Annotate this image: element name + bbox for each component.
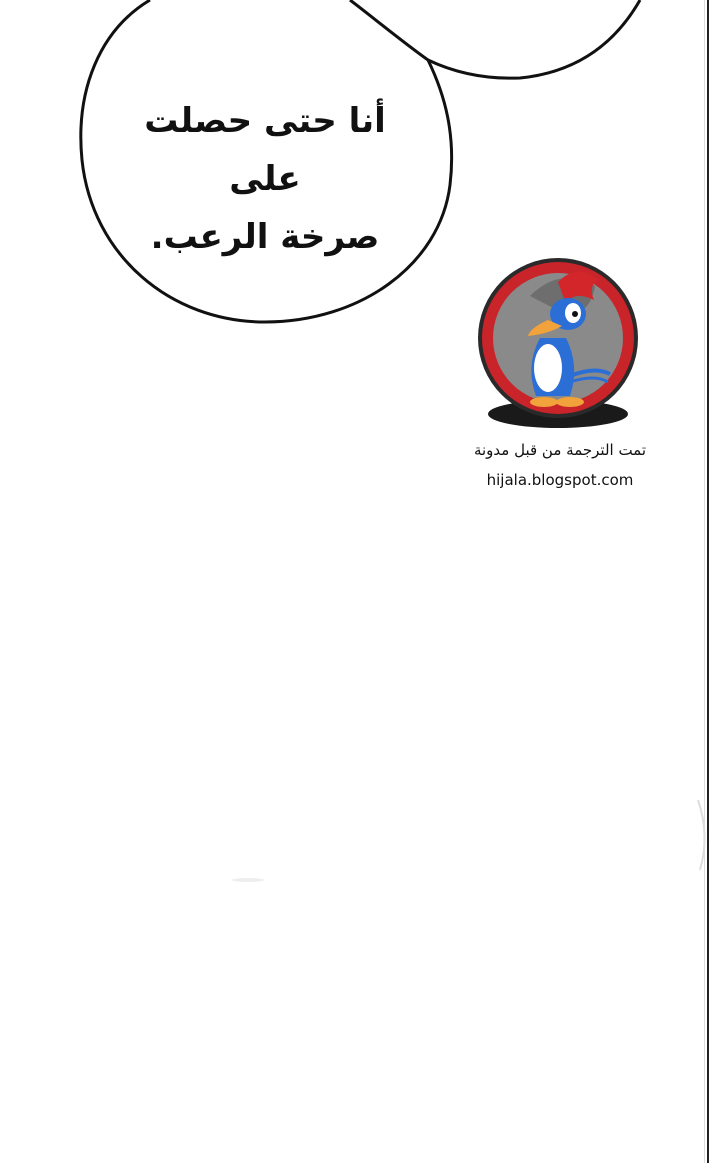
woodpecker-mascot-icon	[470, 256, 646, 436]
speech-bubble-text	[110, 92, 420, 266]
speech-line-1: أنا حتى حصلت على	[144, 101, 386, 199]
credit-url: hijala.blogspot.com	[486, 471, 634, 489]
credit-line: تمت الترجمة من قبل مدونة	[473, 441, 647, 459]
upper-speech-bubble	[428, 0, 640, 78]
speech-line-2: صرخة الرعب.	[150, 217, 380, 257]
translation-credit	[440, 440, 680, 490]
faint-smudge	[228, 876, 268, 884]
offpanel-bubble-edge	[690, 790, 713, 880]
